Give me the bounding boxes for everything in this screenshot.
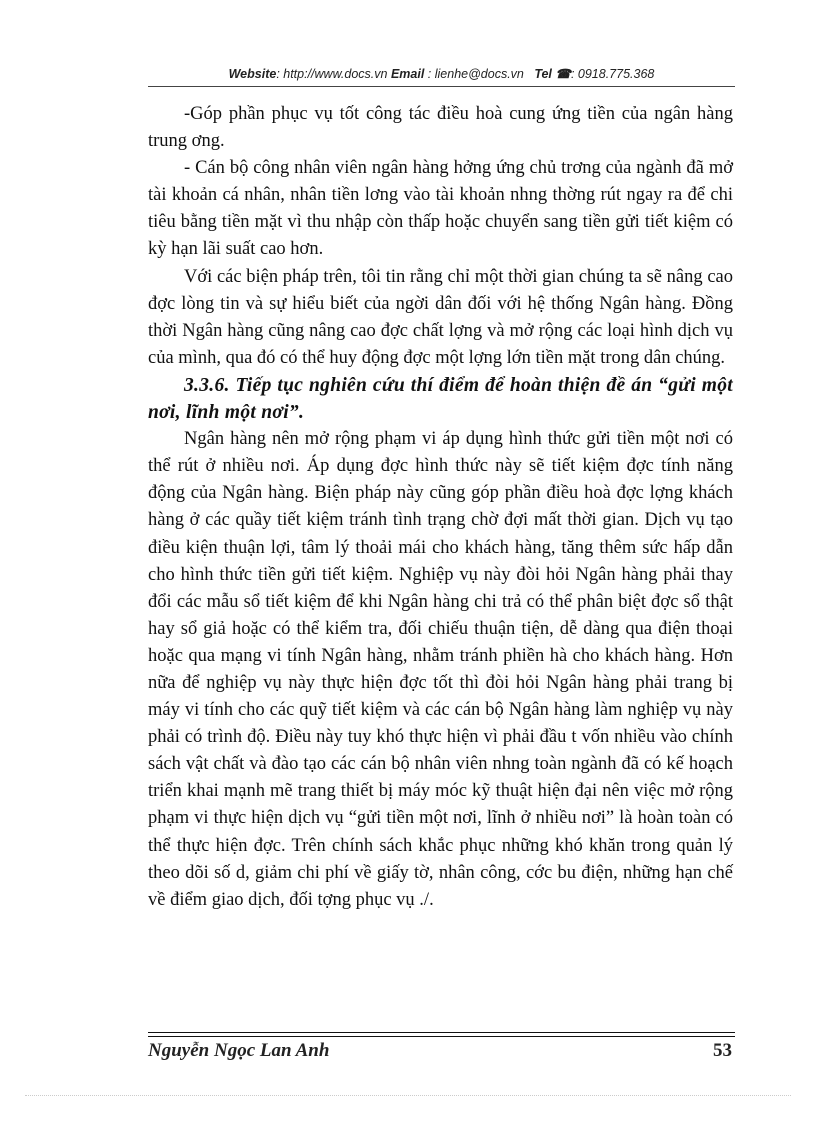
footer-divider-bottom xyxy=(148,1036,735,1037)
page-bottom-border xyxy=(25,1095,791,1096)
website-label: Website xyxy=(228,67,277,81)
paragraph-4: Ngân hàng nên mở rộng phạm vi áp dụng hình thức gửi tiền một nơi có thể rút ở nhiều nơi. Áp dụng đợc hình thức này sẽ tiết kiệm đợc tính năng động của Ngân hàng. Biện pháp này cũng góp phần điều hoà đợc lợng khách hàng ở các quầy tiết kiệm tránh tình trạng chờ đợi mất thời gian. Dịch vụ tạo điều kiện thuận lợi, tâm lý thoải mái cho khách hàng, tăng thêm sức hấp dẫn cho hình thức tiền gửi tiết kiệm. Nghiệp vụ này đòi hỏi Ngân hàng phải thay đổi các mẫu sổ tiết kiệm để khi Ngân hàng chi trả có thể phân biệt đợc sổ thật hay sổ giả hoặc có thể kiểm tra, đối chiếu thuận tiện, dễ dàng qua điện thoại hoặc qua mạng vi tính Ngân hàng, nhằm tránh phiền hà cho khách hàng. Hơn nữa để nghiệp vụ này thực hiện đợc tốt thì đòi hỏi Ngân hàng phải trang bị máy vi tính cho các quỹ tiết kiệm và các cán bộ Ngân hàng làm nghiệp vụ này phải có trình độ. Điều này tuy khó thực hiện vì phải đầu t vốn nhiều vào chính sách vật chất và đào tạo các cán bộ nhân viên nhng toàn ngành đã có kế hoạch triển khai mạnh mẽ trang thiết bị máy móc kỹ thuật hiện đại nên việc mở rộng phạm vi thực hiện dịch vụ “gửi tiền một nơi, lĩnh ở nhiều nơi” là hoàn toàn có thể thực hiện đợc. Trên chính sách khắc phục những khó khăn trong quản lý theo dõi số d, giảm chi phí về giấy tờ, nhân công, cớc bu điện, những hạn chế về điểm giao dịch, đối tợng phục vụ ./. xyxy=(148,429,733,910)
website-value: : http://www.docs.vn xyxy=(276,67,388,81)
footer-divider-top xyxy=(148,1032,735,1033)
header-divider xyxy=(148,86,735,87)
tel-value: : 0918.775.368 xyxy=(570,67,655,81)
page-header xyxy=(148,66,735,81)
email-value: : lienhe@docs.vn xyxy=(424,67,524,81)
footer-author: Nguyễn Ngọc Lan Anh xyxy=(148,1040,330,1061)
document-body xyxy=(148,101,733,914)
email-label: Email xyxy=(390,67,425,81)
tel-label: Tel ☎ xyxy=(534,67,571,81)
section-heading: 3.3.6. Tiếp tục nghiên cứu thí điểm để hoàn thiện đề án “gửi một nơi, lĩnh một nơi”. xyxy=(148,374,733,424)
paragraph-1: -Góp phần phục vụ tốt công tác điều hoà cung ứng tiền của ngân hàng trung ơng. xyxy=(148,104,733,152)
page-number: 53 xyxy=(713,1040,732,1061)
paragraph-3: Với các biện pháp trên, tôi tin rằng chỉ một thời gian chúng ta sẽ nâng cao đợc lòng tin và sự hiểu biết của ngời dân đối với hệ thống Ngân hàng. Đồng thời Ngân hàng cũng nâng cao đợc chất lợng và mở rộng các loại hình dịch vụ của mình, qua đó có thể huy động đợc một lợng lớn tiền mặt trong dân chúng. xyxy=(148,266,733,368)
paragraph-2: - Cán bộ công nhân viên ngân hàng hởng ứng chủ trơng của ngành đã mở tài khoản cá nhân, nhân tiền lơng vào tài khoản nhng thờng rút ngay ra để chi tiêu bằng tiền mặt vì thu nhập còn thấp hoặc chuyển sang tiền gửi tiết kiệm có kỳ hạn lãi suất cao hơn. xyxy=(148,158,733,260)
